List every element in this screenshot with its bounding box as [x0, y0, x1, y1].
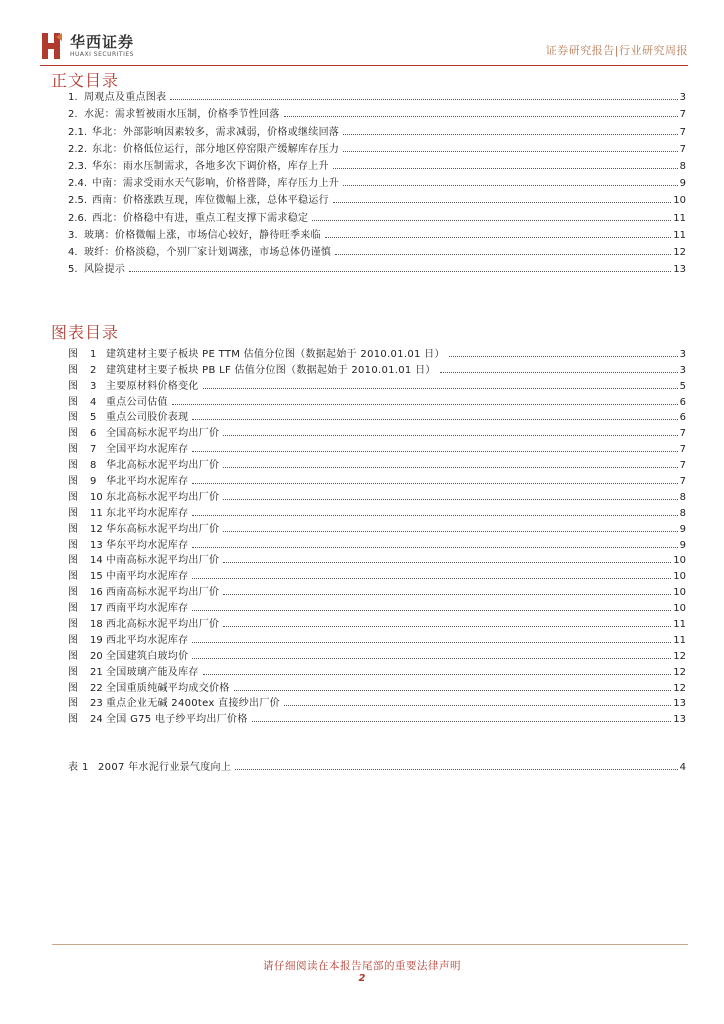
toc-entry-number: 2.4. [68, 178, 88, 190]
figure-entry-text: 东北高标水泥平均出厂价 [106, 491, 220, 503]
figure-number: 22 [90, 682, 103, 694]
toc-entry-text: 华东：雨水压制需求，各地多次下调价格，库存上升 [92, 160, 329, 172]
toc-leader-dots [192, 578, 671, 579]
figure-number: 23 [90, 698, 103, 710]
toc-leader-dots [333, 168, 678, 169]
figure-entry-text: 全国 G75 电子纱平均出厂价格 [106, 714, 248, 726]
figure-number: 12 [90, 523, 103, 535]
toc-entry-page: 10 [673, 195, 686, 207]
figure-entry[interactable] [68, 439, 686, 455]
figure-label: 图 [68, 698, 78, 710]
header-divider [40, 65, 688, 66]
figure-entry-text: 全国建筑白玻均价 [106, 650, 189, 662]
toc-leader-dots [192, 610, 671, 611]
toc-leader-dots [223, 531, 677, 532]
toc-leader-dots [284, 116, 678, 117]
figure-entry-page: 11 [673, 634, 686, 646]
figure-entry[interactable] [68, 614, 686, 630]
toc-entry-page: 11 [673, 212, 686, 224]
toc-leader-dots [223, 562, 671, 563]
toc-entry[interactable] [68, 138, 686, 155]
figure-label: 图 [68, 555, 78, 567]
toc-entry-page: 13 [673, 264, 686, 276]
toc-entry[interactable] [68, 155, 686, 172]
figure-entry-number [68, 694, 106, 709]
toc-title: 正文目录 [51, 71, 120, 90]
toc-leader-dots [192, 451, 677, 452]
figure-label: 图 [68, 428, 78, 440]
figure-entry-page: 3 [679, 364, 686, 376]
figure-entry-number [68, 424, 106, 439]
figure-label: 图 [68, 587, 78, 599]
figure-entry-text: 建筑建材主要子板块 PE TTM 估值分位图（数据起始于 2010.01.01 日） [106, 348, 445, 360]
toc-entry-text: 西南：价格涨跌互现，库位微幅上涨，总体平稳运行 [92, 195, 329, 207]
figure-entry[interactable] [68, 455, 686, 471]
toc-entry-number: 5. [68, 264, 78, 276]
table-entry-number [68, 758, 98, 773]
figure-number: 11 [90, 507, 103, 519]
figure-entry-page: 7 [679, 428, 686, 440]
toc-leader-dots [223, 594, 671, 595]
figure-number: 21 [90, 666, 103, 678]
figure-entry-page: 12 [673, 650, 686, 662]
toc-entry[interactable] [68, 120, 686, 137]
figure-entry-page: 10 [673, 603, 686, 615]
table-number: 1 [82, 762, 89, 774]
figure-entry-page: 7 [679, 444, 686, 456]
toc-leader-dots [235, 769, 677, 770]
figure-number: 17 [90, 603, 103, 615]
figure-entry-page: 10 [673, 555, 686, 567]
figure-entry-page: 5 [679, 380, 686, 392]
figure-label: 图 [68, 348, 78, 360]
figure-label: 图 [68, 603, 78, 615]
report-type: 证券研究报告|行业研究周报 [545, 44, 688, 57]
toc-leader-dots [343, 185, 677, 186]
figure-entry[interactable] [68, 408, 686, 424]
toc-leader-dots [440, 372, 678, 373]
brand-name-en: HUAXI SECURITIES [70, 51, 134, 58]
figure-entry-text: 建筑建材主要子板块 PB LF 估值分位图（数据起始于 2010.01.01 日） [106, 364, 436, 376]
figure-entry-page: 9 [679, 539, 686, 551]
toc-entry-page: 12 [673, 246, 686, 258]
toc-entry-number: 2.5. [68, 195, 88, 207]
toc-leader-dots [312, 220, 671, 221]
figure-entry-page: 12 [673, 666, 686, 678]
page-number: 2 [358, 973, 366, 984]
figure-label: 图 [68, 666, 78, 678]
figure-entry-number [68, 599, 106, 614]
figure-entry-number [68, 472, 106, 487]
toc-entry-text: 周观点及重点图表 [84, 92, 167, 104]
figure-entry[interactable] [68, 582, 686, 598]
figure-entry-text: 西北平均水泥库存 [106, 634, 189, 646]
figure-label: 图 [68, 571, 78, 583]
toc-leader-dots [172, 404, 678, 405]
toc-entry-page: 3 [679, 92, 686, 104]
table-entry-text: 2007 年水泥行业景气度向上 [98, 762, 232, 774]
figure-number: 16 [90, 587, 103, 599]
figure-entry-page: 12 [673, 682, 686, 694]
toc-leader-dots [192, 483, 677, 484]
figure-number: 1 [90, 348, 97, 360]
figure-number: 15 [90, 571, 103, 583]
figure-entry-number [68, 377, 106, 392]
figure-entry-number [68, 567, 106, 582]
figure-label: 图 [68, 396, 78, 408]
figure-entry[interactable] [68, 535, 686, 551]
toc-entry-page: 7 [679, 143, 686, 155]
toc-leader-dots [192, 658, 671, 659]
figure-entry-number [68, 536, 106, 551]
figure-entry[interactable] [68, 662, 686, 678]
brand-name-cn: 华西证券 [70, 33, 135, 51]
toc-entry[interactable] [68, 224, 686, 241]
figure-entry-text: 全国玻璃产能及库存 [106, 666, 199, 678]
figure-label: 图 [68, 476, 78, 488]
figure-entry[interactable] [68, 566, 686, 582]
figure-entry-text: 华北平均水泥库存 [106, 476, 189, 488]
figure-label: 图 [68, 714, 78, 726]
toc-leader-dots [343, 151, 677, 152]
figure-entry-text: 全国高标水泥平均出厂价 [106, 428, 220, 440]
figure-number: 13 [90, 539, 103, 551]
figure-entry[interactable] [68, 423, 686, 439]
figure-label: 图 [68, 412, 78, 424]
brand-logo [40, 30, 134, 62]
figure-entry-text: 华北高标水泥平均出厂价 [106, 460, 220, 472]
figure-entry[interactable] [68, 519, 686, 535]
toc-leader-dots [223, 435, 677, 436]
toc-entry-text: 中南：需求受雨水天气影响，价格普降，库存压力上升 [92, 178, 340, 190]
toc-leader-dots [203, 674, 672, 675]
toc-leader-dots [335, 254, 671, 255]
toc-entry-text: 玻璃：价格微幅上涨，市场信心较好，静待旺季来临 [84, 229, 321, 241]
toc-leader-dots [223, 467, 677, 468]
toc-leader-dots [284, 705, 671, 706]
toc-entry[interactable] [68, 103, 686, 120]
figure-entry-page: 9 [679, 523, 686, 535]
page-header [40, 30, 688, 64]
figure-entry-number [68, 583, 106, 598]
figure-label: 图 [68, 523, 78, 535]
figure-label: 图 [68, 364, 78, 376]
figure-number: 8 [90, 460, 97, 472]
toc-leader-dots [343, 134, 677, 135]
footer-divider [52, 944, 688, 945]
figure-entry-text: 西南平均水泥库存 [106, 603, 189, 615]
figure-entry[interactable] [68, 709, 686, 725]
tables-list [68, 756, 686, 773]
figure-number: 24 [90, 714, 103, 726]
figure-entry[interactable] [68, 376, 686, 392]
toc-entry[interactable] [68, 172, 686, 189]
toc-leader-dots [170, 99, 677, 100]
toc-leader-dots [192, 547, 677, 548]
figure-entry-page: 13 [673, 714, 686, 726]
figure-entry-page: 7 [679, 460, 686, 472]
figure-entry-text: 重点企业无碱 2400tex 直接纱出厂价 [106, 698, 280, 710]
toc-entry-page: 9 [679, 178, 686, 190]
figure-entry-text: 全国平均水泥库存 [106, 444, 189, 456]
figure-entry-page: 8 [679, 507, 686, 519]
toc-leader-dots [252, 721, 672, 722]
toc-leader-dots [203, 388, 678, 389]
figure-entry-text: 华东平均水泥库存 [106, 539, 189, 551]
figure-number: 6 [90, 428, 97, 440]
figure-entry[interactable] [68, 471, 686, 487]
table-label: 表 [68, 762, 78, 774]
toc-leader-dots [234, 690, 672, 691]
figure-number: 5 [90, 412, 97, 424]
toc-entry-page: 7 [679, 126, 686, 138]
figure-entry-page: 11 [673, 619, 686, 631]
figure-label: 图 [68, 460, 78, 472]
figure-entry-text: 重点公司股价表现 [106, 412, 189, 424]
figure-label: 图 [68, 619, 78, 631]
figure-entry-text: 中南平均水泥库存 [106, 571, 189, 583]
figure-number: 3 [90, 380, 97, 392]
toc-entry-page: 8 [679, 160, 686, 172]
figure-entry-page: 3 [679, 348, 686, 360]
toc-entry-page: 11 [673, 229, 686, 241]
figure-entry-number [68, 679, 106, 694]
legal-notice: 请仔细阅读在本报告尾部的重要法律声明 [263, 960, 461, 972]
figure-entry[interactable] [68, 344, 686, 360]
figure-entry-text: 主要原材料价格变化 [106, 380, 199, 392]
toc-entry-page: 7 [679, 109, 686, 121]
figure-entry-number [68, 663, 106, 678]
toc-entry-number: 2.2. [68, 143, 88, 155]
figure-entry-number [68, 345, 106, 360]
figure-entry-number [68, 393, 106, 408]
figure-entry-page: 6 [679, 396, 686, 408]
figure-entry-text: 西南高标水泥平均出厂价 [106, 587, 220, 599]
figure-entry-page: 13 [673, 698, 686, 710]
toc-list [68, 86, 686, 275]
figure-label: 图 [68, 507, 78, 519]
toc-entry[interactable] [68, 258, 686, 275]
figure-number: 4 [90, 396, 97, 408]
toc-entry-text: 风险提示 [84, 264, 126, 276]
figure-entry-text: 中南高标水泥平均出厂价 [106, 555, 220, 567]
table-entry[interactable] [68, 756, 686, 773]
figure-label: 图 [68, 539, 78, 551]
figure-label: 图 [68, 682, 78, 694]
figure-entry-number [68, 440, 106, 455]
figure-number: 7 [90, 444, 97, 456]
toc-entry-number: 4. [68, 246, 78, 258]
figure-entry-number [68, 551, 106, 566]
figure-entry-number [68, 361, 106, 376]
table-entry-page: 4 [679, 762, 686, 774]
figure-entry-text: 东北平均水泥库存 [106, 507, 189, 519]
figure-label: 图 [68, 380, 78, 392]
toc-leader-dots [223, 626, 671, 627]
figure-entry-number [68, 631, 106, 646]
toc-entry-text: 华北：外部影响因素较多，需求减弱，价格或继续回落 [92, 126, 340, 138]
toc-leader-dots [192, 515, 677, 516]
figure-number: 2 [90, 364, 97, 376]
figure-label: 图 [68, 650, 78, 662]
toc-leader-dots [333, 202, 671, 203]
figure-entry[interactable] [68, 551, 686, 567]
huaxi-logo-icon [40, 31, 64, 61]
figure-entry[interactable] [68, 646, 686, 662]
figure-entry-page: 7 [679, 476, 686, 488]
figure-entry[interactable] [68, 630, 686, 646]
figure-entry-number [68, 408, 106, 423]
figure-entry-number [68, 520, 106, 535]
toc-entry-number: 2.3. [68, 160, 88, 172]
figure-number: 10 [90, 491, 103, 503]
toc-entry-number: 2. [68, 109, 78, 121]
figure-entry-number [68, 615, 106, 630]
figure-number: 9 [90, 476, 97, 488]
figure-entry[interactable] [68, 694, 686, 710]
toc-entry[interactable] [68, 189, 686, 206]
figure-entry-page: 10 [673, 571, 686, 583]
figure-label: 图 [68, 491, 78, 503]
toc-entry-number: 2.6. [68, 212, 88, 224]
figure-entry-number [68, 488, 106, 503]
figure-entry-number [68, 710, 106, 725]
figure-number: 18 [90, 619, 103, 631]
toc-entry-number: 2.1. [68, 126, 88, 138]
figure-number: 19 [90, 634, 103, 646]
figure-entry-number [68, 456, 106, 471]
figure-entry-number [68, 647, 106, 662]
toc-leader-dots [325, 237, 671, 238]
toc-entry-text: 玻纤：价格淡稳，个别厂家计划调涨，市场总体仍谨慎 [84, 246, 332, 258]
toc-entry-text: 东北：价格低位运行，部分地区停窑限产缓解库存压力 [92, 143, 340, 155]
figure-entry-page: 6 [679, 412, 686, 424]
figures-title: 图表目录 [51, 323, 120, 342]
figure-entry[interactable] [68, 360, 686, 376]
toc-leader-dots [192, 419, 677, 420]
figure-label: 图 [68, 634, 78, 646]
figure-entry-number [68, 504, 106, 519]
figure-entry-page: 10 [673, 587, 686, 599]
figures-list [68, 344, 686, 725]
toc-entry[interactable] [68, 206, 686, 223]
figure-entry-text: 全国重质纯碱平均成交价格 [106, 682, 230, 694]
toc-entry[interactable] [68, 241, 686, 258]
figure-entry-text: 华东高标水泥平均出厂价 [106, 523, 220, 535]
figure-number: 20 [90, 650, 103, 662]
toc-entry-number: 3. [68, 229, 78, 241]
toc-leader-dots [129, 271, 671, 272]
figure-entry[interactable] [68, 487, 686, 503]
figure-label: 图 [68, 444, 78, 456]
toc-entry-text: 水泥：需求暂被雨水压制，价格季节性回落 [84, 109, 280, 121]
figure-entry-text: 西北高标水泥平均出厂价 [106, 619, 220, 631]
figure-entry[interactable] [68, 392, 686, 408]
toc-leader-dots [223, 499, 677, 500]
figure-entry-text: 重点公司估值 [106, 396, 168, 408]
toc-entry[interactable] [68, 86, 686, 103]
figure-entry[interactable] [68, 678, 686, 694]
toc-entry-text: 西北：价格稳中有进，重点工程支撑下需求稳定 [92, 212, 309, 224]
toc-entry-number: 1. [68, 92, 78, 104]
figure-entry-page: 8 [679, 491, 686, 503]
figure-number: 14 [90, 555, 103, 567]
figure-entry[interactable] [68, 598, 686, 614]
toc-leader-dots [192, 642, 671, 643]
figure-entry[interactable] [68, 503, 686, 519]
toc-leader-dots [449, 356, 678, 357]
